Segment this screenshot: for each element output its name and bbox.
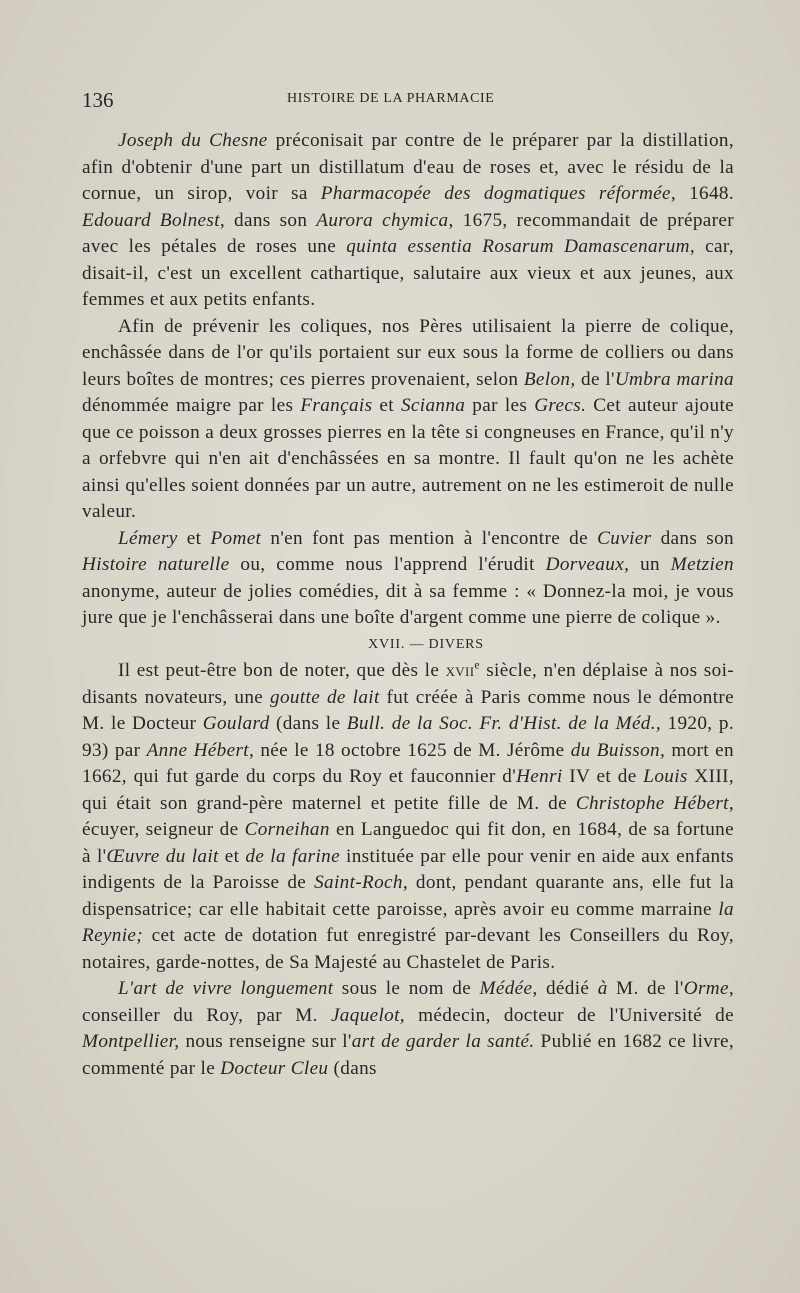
text-run: dédié [537,978,598,999]
text-run: dénommée maigre par les [82,395,301,416]
text-run: Il est peut-être bon de noter, que dès le [118,660,446,681]
text-run: car, disait-il, c'est un excellent cathartique, salutaire aux vieux et aux jeunes, aux femmes et aux petits enfants. [82,236,735,310]
text-run: ou, comme nous l'apprend l'érudit [229,554,546,575]
person-name: Louis [643,766,688,787]
text-run: dans son [225,209,317,231]
text-run: siècle, n'en déplaise à nos soi-disants novateurs, une [82,660,734,708]
person-name: Docteur Cleu [220,1057,329,1079]
people-name: Français [300,395,373,416]
text-run: conseiller du Roy, par M. [82,1004,331,1026]
text-run: dans son [651,527,734,549]
person-name: Médée, [479,978,538,999]
century-numeral: xvii [445,660,475,681]
institution-name: Œuvre du lait [106,845,219,867]
person-name: la Reynie; [82,898,734,946]
text-run: instituée par elle pour venir en aide aux enfants indigents de la Paroisse de [82,845,734,893]
person-name: Orme, [683,978,734,999]
text-run: fut créée à Paris comme nous le démontre M. le Docteur [82,686,734,734]
text-run: n'en font pas mention à l'encontre de [261,527,598,549]
text-run: 1920, p. 93) par [82,713,734,761]
place-name: Saint-Roch, [314,872,408,893]
text-run: (dans le [269,713,347,734]
paragraph-colic-stone [82,314,734,526]
text-run: et [218,845,246,867]
text-run: nous renseigne sur l' [179,1031,352,1052]
person-name: du Buisson, [570,739,666,761]
place-name: Montpellier, [82,1031,180,1052]
ordinal-suffix: e [474,659,480,672]
place-name: Corneihan [244,819,330,840]
person-name: Anne Hébert, [146,739,255,761]
text-run: préconisait par contre de le préparer par la distillation, afin d'obtenir d'une part un distillatum d'eau de roses et, avec le résidu de la cornue, un sirop, voir sa [82,130,735,204]
latin-term: Umbra marina [614,368,734,390]
text-run: née le 18 octobre 1625 de M. Jérôme [254,739,571,761]
page-header [82,88,737,112]
text-run: médecin, docteur de l'Université de [404,1004,734,1026]
author-name: Belon, [523,368,576,390]
text-run: Afin de prévenir les coliques, nos Pères utilisaient la pierre de colique, enchâssée dans de l'or qu'ils portaient sur eux sous la forme de colliers ou dans leurs boîtes de montres; ces pierres provenaient, selon [82,315,734,390]
author-name: Dorveaux, [545,554,630,575]
book-title-article: L' [118,978,134,999]
person-name: Jaquelot, [330,1004,405,1026]
paragraph-art-de-vivre [82,976,734,1082]
people-name: Grecs. [534,395,587,416]
term: Scianna [400,395,466,416]
institution-name: de la farine [245,845,340,867]
author-name: Joseph du Chesne [118,130,268,151]
latin-term: quinta essentia Rosarum Damascenarum, [346,236,696,257]
text-run: et [177,527,211,549]
term: goutte de lait [270,686,380,708]
text-run: sous le nom de [333,978,480,999]
book-title: Histoire naturelle [82,554,230,575]
person-name: Christophe Hébert, [575,792,734,814]
text-run: de l' [575,368,615,390]
author-name: Lémery [118,527,178,549]
paragraph-goutte-de-lait [82,658,734,976]
text-run: XIII, qui était son grand-père maternel et petite fille de M. de [82,766,734,814]
text-run: cet acte de dotation fut enregistré par-devant les Conseillers du Roy, notaires, garde-nottes, de Sa Majesté au Chastelet de Paris. [82,925,734,973]
text-run: IV et de [562,766,644,787]
section-heading: XVII. — DIVERS [368,636,484,652]
book-title: art de vivre longuement [133,978,334,999]
book-title: Pharmacopée des dogmatiques réformée, [320,183,677,204]
text-run: 1648. [676,183,734,204]
text-run: écuyer, seigneur de [82,819,245,840]
text-run: par les [465,395,535,416]
text-run: 1675, recommandait de préparer avec les pétales de roses une [82,209,734,257]
text-run: en Languedoc qui fit don, en 1684, de sa fortune à l' [82,819,734,867]
text-run: mort en 1662, qui fut garde du corps du Roy et fauconnier d' [82,739,734,787]
text-run: Publié en 1682 ce livre, commenté par le [82,1031,734,1079]
author-name: Pomet [210,527,262,549]
text-run: dont, pendant quarante ans, elle fut la dispensatrice; car elle habitait cette paroisse, après avoir eu comme marraine [82,872,735,920]
people-name: Metzien [670,554,734,575]
book-title: Aurora chymica, [316,209,454,231]
text-run: et [372,395,401,416]
author-name: Cuvier [597,527,652,549]
page-number: 136 [82,88,114,112]
text-run: un [629,554,671,575]
running-title: HISTOIRE DE LA PHARMACIE [287,91,495,106]
text-run: M. de l' [607,978,684,999]
person-name: Henri [516,766,563,787]
journal-title: Bull. de la Soc. Fr. d'Hist. de la Méd., [346,713,662,734]
author-name: Goulard [202,713,270,734]
text-run: (dans [328,1057,377,1079]
text-run: anonyme, auteur de jolies comédies, dit à sa femme : « Donnez-la moi, je vous jure que je l'enchâsserai dans une boîte d'argent comme une pierre de colique ». [82,580,734,628]
paragraph-distillation [82,128,734,314]
preposition: à [597,978,608,999]
book-title: art de garder la santé. [351,1031,535,1052]
author-name: Edouard Bolnest, [82,209,226,231]
body-text [82,128,734,1082]
paragraph-lemery [82,526,734,632]
text-run: Cet auteur ajoute que ce poisson a deux grosses pierres en la tête si congneuses en France, qu'il n'y a orfebvre qui n'en ait d'enchâssées en sa montre. Il fault qu'on ne les achète ainsi qu'elles soient données par un autre, autrement on ne les estimeroit de nulle valeur. [82,395,734,522]
